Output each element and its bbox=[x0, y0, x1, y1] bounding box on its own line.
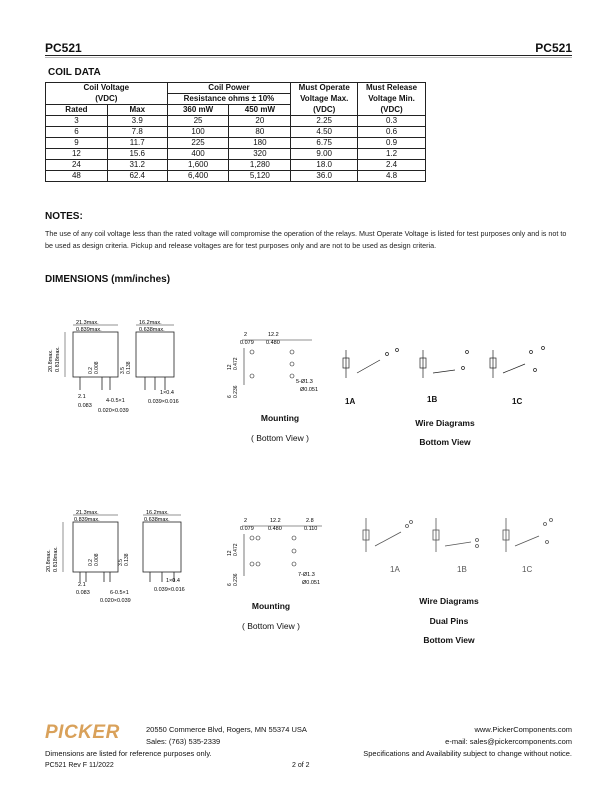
dimensions-title: DIMENSIONS (mm/inches) bbox=[45, 274, 171, 285]
col-release-2: Voltage Min. bbox=[358, 94, 426, 105]
svg-text:0.472: 0.472 bbox=[233, 543, 239, 556]
svg-text:0.818max.: 0.818max. bbox=[53, 546, 59, 572]
svg-text:7-Ø1.3: 7-Ø1.3 bbox=[298, 572, 315, 578]
table-row: 9 11.7 225 180 6.75 0.9 bbox=[46, 138, 426, 149]
table-row: 12 15.6 400 320 9.00 1.2 bbox=[46, 149, 426, 160]
dim-height-in: 0.818max. bbox=[55, 346, 61, 372]
svg-text:0.020×0.039: 0.020×0.039 bbox=[98, 408, 129, 414]
svg-text:1×0.4: 1×0.4 bbox=[166, 578, 180, 584]
variant-1c-label: 1C bbox=[512, 397, 523, 406]
col-coil-voltage: Coil Voltage bbox=[46, 83, 168, 94]
variant-2b-label: 1B bbox=[457, 565, 467, 574]
header-part-right: PC521 bbox=[535, 41, 572, 55]
wire-diagrams-label-1: Wire Diagrams bbox=[415, 418, 475, 428]
col-operate-unit: (VDC) bbox=[291, 105, 358, 116]
svg-text:Ø0.051: Ø0.051 bbox=[300, 387, 319, 393]
svg-text:21.3max.: 21.3max. bbox=[76, 510, 99, 516]
col-operate: Must Operate bbox=[291, 83, 358, 94]
dual-pins-label: Dual Pins bbox=[429, 616, 469, 626]
variant-2c-label: 1C bbox=[522, 565, 533, 574]
svg-text:6: 6 bbox=[227, 395, 233, 398]
svg-text:0.472: 0.472 bbox=[233, 357, 239, 370]
variant-1a-label: 1A bbox=[345, 397, 356, 406]
svg-text:0.138: 0.138 bbox=[124, 553, 130, 566]
svg-text:2: 2 bbox=[244, 518, 248, 524]
mounting-drawing-2 bbox=[222, 514, 332, 589]
svg-text:Ø0.051: Ø0.051 bbox=[302, 580, 321, 586]
table-row: 6 7.8 100 80 4.50 0.6 bbox=[46, 127, 426, 138]
wire-diagrams-1 bbox=[335, 340, 560, 390]
dim-depth-in: 0.638max. bbox=[139, 327, 165, 333]
footer-sales: Sales: (763) 535-2339 bbox=[146, 737, 221, 746]
col-max: Max bbox=[107, 105, 167, 116]
svg-text:3.5: 3.5 bbox=[118, 559, 124, 566]
svg-text:12: 12 bbox=[227, 550, 233, 556]
header-rule-thin bbox=[45, 57, 572, 58]
bottom-view-label-2: ( Bottom View ) bbox=[242, 621, 300, 631]
svg-text:12.2: 12.2 bbox=[270, 518, 281, 524]
dim-depth: 16.2max. bbox=[139, 320, 162, 326]
col-coil-power: Coil Power bbox=[167, 83, 291, 94]
svg-text:0.2: 0.2 bbox=[88, 367, 94, 374]
bottom-view-label-1: ( Bottom View ) bbox=[251, 433, 309, 443]
col-release: Must Release bbox=[358, 83, 426, 94]
bottom-view-wire-1: Bottom View bbox=[419, 437, 471, 447]
svg-text:20.8max.: 20.8max. bbox=[46, 549, 52, 572]
mounting-label-2: Mounting bbox=[251, 601, 291, 611]
col-coil-voltage-unit: (VDC) bbox=[46, 94, 168, 105]
svg-text:0.020×0.039: 0.020×0.039 bbox=[100, 598, 131, 604]
col-operate-2: Voltage Max. bbox=[291, 94, 358, 105]
footer-revision: PC521 Rev F 11/2022 bbox=[45, 762, 114, 769]
header-part-left: PC521 bbox=[45, 41, 82, 55]
col-360mw: 360 mW bbox=[167, 105, 229, 116]
svg-text:1×0.4: 1×0.4 bbox=[160, 390, 174, 396]
svg-text:5-Ø1.3: 5-Ø1.3 bbox=[296, 379, 313, 385]
footer-url[interactable]: www.PickerComponents.com bbox=[474, 725, 572, 734]
svg-text:0.110: 0.110 bbox=[304, 526, 318, 532]
bottom-view-wire-2: Bottom View bbox=[423, 635, 475, 645]
svg-text:0.039×0.016: 0.039×0.016 bbox=[148, 399, 179, 405]
col-rated: Rated bbox=[46, 105, 108, 116]
svg-text:0.083: 0.083 bbox=[76, 590, 90, 596]
coil-data-title: COIL DATA bbox=[48, 67, 101, 78]
footer-dims-note: Dimensions are listed for reference purposes only. bbox=[45, 749, 212, 758]
svg-text:0.638max.: 0.638max. bbox=[144, 517, 170, 523]
svg-text:2: 2 bbox=[244, 332, 248, 338]
page-number: 2 of 2 bbox=[292, 762, 310, 769]
dim-width: 21.3max. bbox=[76, 320, 99, 326]
table-row: 3 3.9 25 20 2.25 0.3 bbox=[46, 116, 426, 127]
svg-text:0.236: 0.236 bbox=[233, 385, 239, 398]
wire-diagrams-2 bbox=[355, 510, 565, 560]
svg-text:12: 12 bbox=[227, 364, 233, 370]
svg-text:0.236: 0.236 bbox=[233, 573, 239, 586]
svg-text:0.008: 0.008 bbox=[94, 361, 100, 374]
svg-text:0.083: 0.083 bbox=[78, 403, 92, 409]
col-resistance: Resistance ohms ± 10% bbox=[167, 94, 291, 105]
table-row: 48 62.4 6,400 5,120 36.0 4.8 bbox=[46, 171, 426, 182]
footer-address: 20550 Commerce Blvd, Rogers, MN 55374 USA bbox=[146, 725, 307, 734]
notes-text: The use of any coil voltage less than the rated voltage will compromise the operation of the relays. Must Operate Voltage is listed for test purposes only and is not to be used as design criteria. Pickup and release voltages are for test purposes only and are not to be used as design criteria. bbox=[45, 229, 567, 250]
svg-text:0.839max.: 0.839max. bbox=[74, 517, 100, 523]
svg-text:0.480: 0.480 bbox=[266, 340, 280, 346]
notes-title: NOTES: bbox=[45, 211, 83, 222]
svg-text:0.008: 0.008 bbox=[94, 553, 100, 566]
footer-spec-note: Specifications and Availability subject to change without notice. bbox=[363, 749, 572, 758]
dim-height: 20.8max. bbox=[48, 349, 54, 372]
svg-text:6-0.5×1: 6-0.5×1 bbox=[110, 590, 129, 596]
footer-email[interactable]: e-mail: sales@pickercomponents.com bbox=[445, 737, 572, 746]
mounting-drawing-1 bbox=[222, 330, 332, 400]
svg-text:0.2: 0.2 bbox=[88, 559, 94, 566]
svg-text:3.5: 3.5 bbox=[120, 367, 126, 374]
picker-logo: PICKER bbox=[45, 722, 120, 743]
col-450mw: 450 mW bbox=[229, 105, 291, 116]
svg-text:16.2max.: 16.2max. bbox=[146, 510, 169, 516]
variant-1b-label: 1B bbox=[427, 395, 438, 404]
relay-dimension-drawing-1a bbox=[40, 310, 240, 420]
svg-text:2.1: 2.1 bbox=[78, 394, 86, 400]
svg-text:2.1: 2.1 bbox=[78, 582, 86, 588]
svg-text:0.079: 0.079 bbox=[240, 340, 254, 346]
svg-text:0.138: 0.138 bbox=[126, 361, 132, 374]
coil-data-table bbox=[45, 82, 426, 182]
wire-diagrams-label-2: Wire Diagrams bbox=[419, 596, 479, 606]
svg-text:2.8: 2.8 bbox=[306, 518, 314, 524]
svg-text:0.039×0.016: 0.039×0.016 bbox=[154, 587, 185, 593]
dim-width-in: 0.839max. bbox=[76, 327, 102, 333]
mounting-label-1: Mounting bbox=[260, 413, 300, 423]
table-row: 24 31.2 1,600 1,280 18.0 2.4 bbox=[46, 160, 426, 171]
variant-2a-label: 1A bbox=[390, 565, 400, 574]
col-release-unit: (VDC) bbox=[358, 105, 426, 116]
header-rule bbox=[45, 55, 572, 56]
svg-text:6: 6 bbox=[227, 583, 233, 586]
svg-text:4-0.5×1: 4-0.5×1 bbox=[106, 398, 125, 404]
svg-text:12.2: 12.2 bbox=[268, 332, 279, 338]
relay-dimension-drawing-dual bbox=[38, 500, 238, 610]
svg-text:0.079: 0.079 bbox=[240, 526, 254, 532]
svg-text:0.480: 0.480 bbox=[268, 526, 282, 532]
